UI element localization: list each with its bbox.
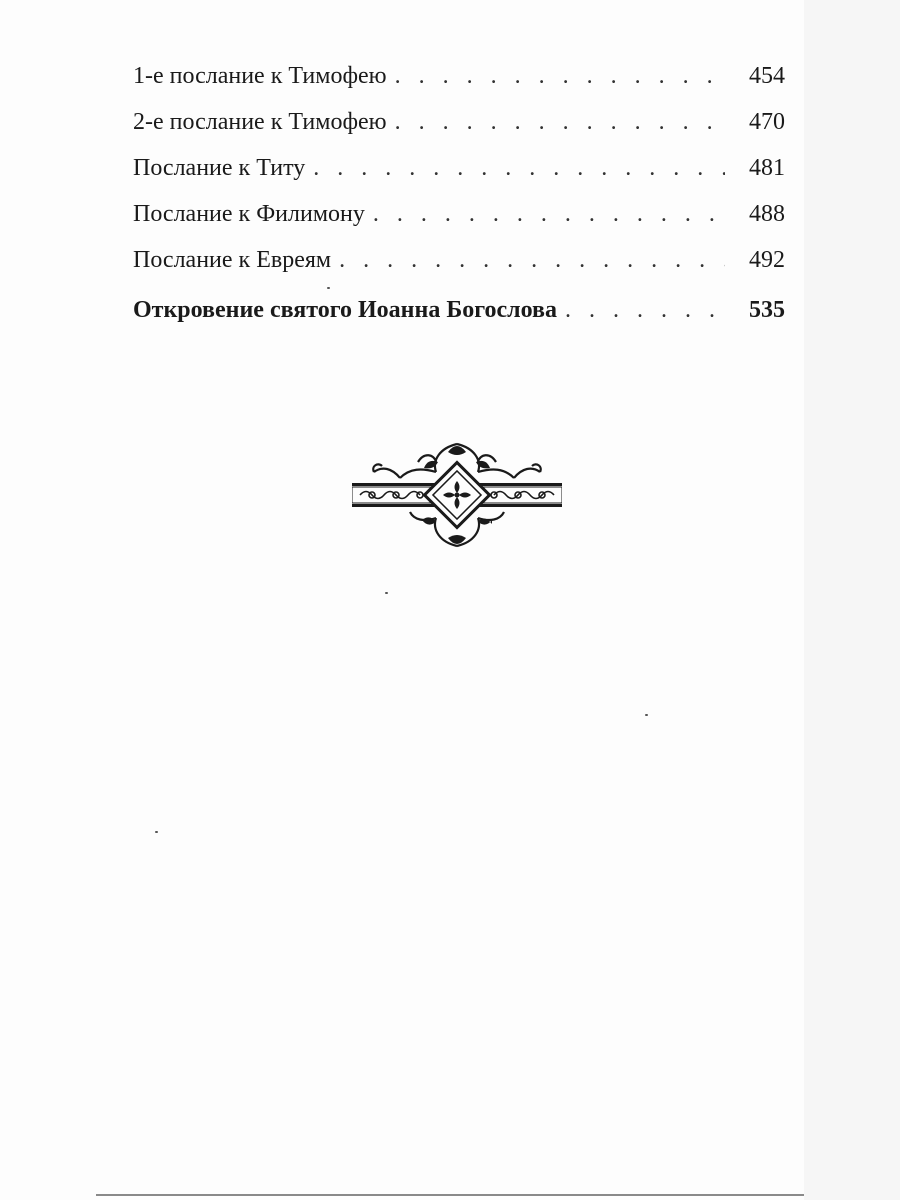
- dot-leader: [373, 191, 725, 237]
- toc-entry-page: 470: [749, 109, 785, 135]
- toc-entry: [133, 191, 785, 237]
- toc-entry: [133, 53, 785, 99]
- dot-leader: [339, 237, 725, 283]
- toc-entry-title: 2-е послание к Тимофею: [133, 109, 387, 135]
- toc-entry-title: Послание к Филимону: [133, 201, 365, 227]
- toc-entry: [133, 99, 785, 145]
- toc-entry-page: 454: [749, 63, 785, 89]
- floral-diamond-ornament-icon: [352, 438, 562, 552]
- print-speck: [327, 287, 330, 289]
- toc-entry-title: Послание к Титу: [133, 155, 306, 181]
- toc-entry-page: 492: [749, 247, 785, 273]
- page-edge: [804, 0, 900, 1200]
- toc-entry-page: 488: [749, 201, 785, 227]
- print-speck: [385, 592, 388, 594]
- toc-entry-page: 481: [749, 155, 785, 181]
- toc-entry-title: Послание к Евреям: [133, 247, 332, 273]
- dot-leader: [565, 287, 725, 333]
- bottom-rule: [96, 1194, 804, 1196]
- toc-entry: [133, 237, 785, 283]
- print-speck: [645, 714, 648, 716]
- toc-entry-title: Откровение святого Иоанна Богослова: [133, 297, 557, 323]
- toc-entry: [133, 145, 785, 191]
- dot-leader: [313, 145, 725, 191]
- toc-entry-title: 1-е послание к Тимофею: [133, 63, 387, 89]
- table-of-contents: [133, 53, 785, 333]
- print-speck: [155, 831, 158, 833]
- dot-leader: [395, 53, 725, 99]
- dot-leader: [395, 99, 725, 145]
- toc-entry-page: 535: [749, 297, 785, 323]
- toc-entry-book: [133, 287, 785, 333]
